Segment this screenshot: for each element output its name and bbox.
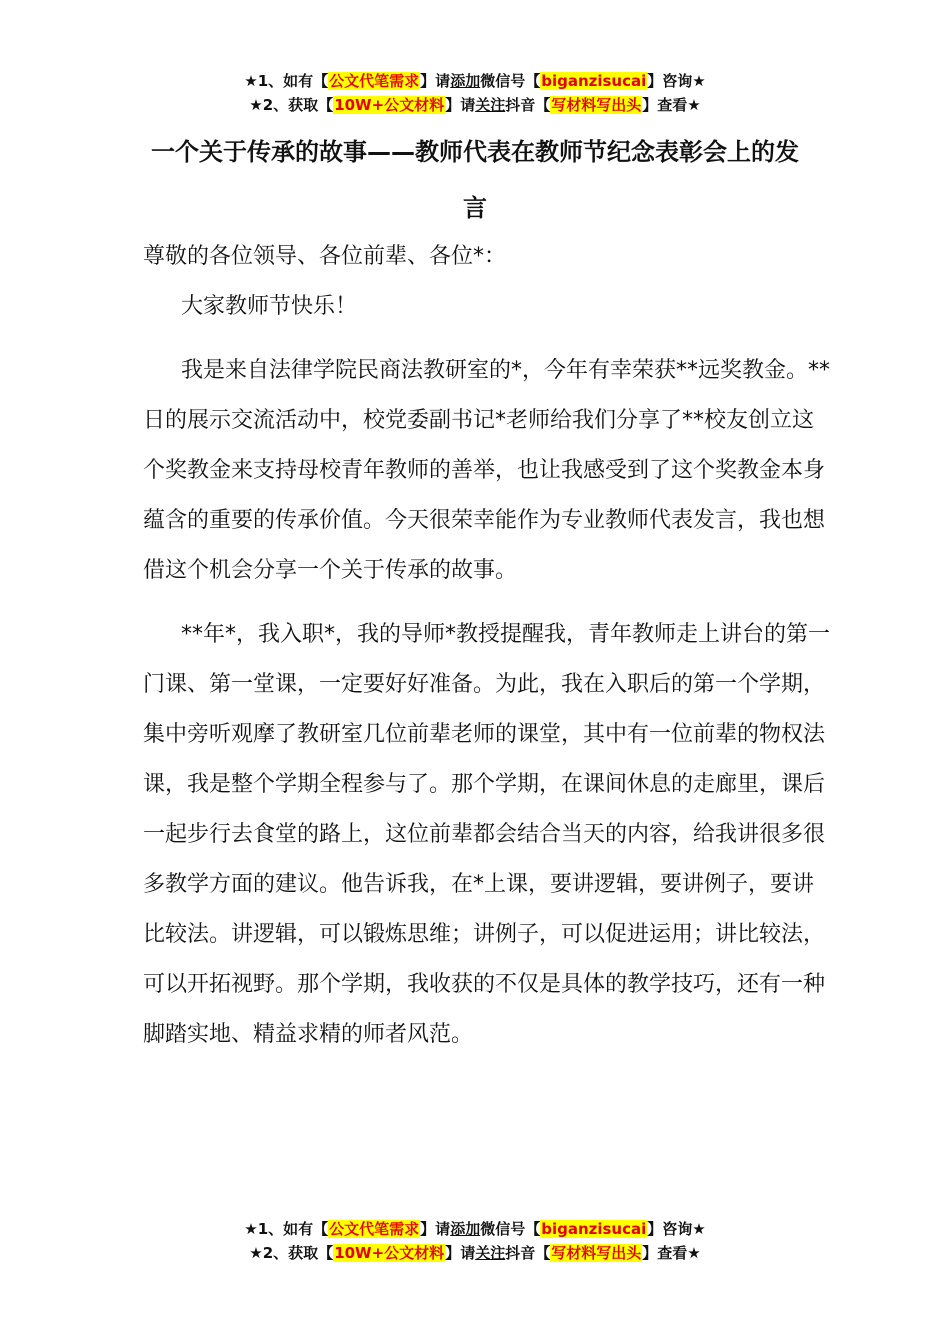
notice-text: 】查看★ xyxy=(642,1244,701,1262)
paragraph: **年*，我入职*，我的导师*教授提醒我，青年教师走上讲台的第一门课、第一堂课，一定要好好准备。为此，我在入职后的第一个学期，集中旁听观摩了教研室几位前辈老师的课堂，其中有一位前辈的物权法课，我是整个学期全程参与了。那个学期，在课间休息的走廊里，课后一起步行去食堂的路上，这位前辈都会结合当天的内容，给我讲很多很多教学方面的建议。他告诉我，在*上课，要讲逻辑，要讲例子，要讲比较法。讲逻辑，可以锻炼思维；讲例子，可以促进运用；讲比较法，可以开拓视野。那个学期，我收获的不仅是具体的教学技巧，还有一种脚踏实地、精益求精的师者风范。 xyxy=(143,622,831,1047)
notice-highlight: 写材料写出头 xyxy=(551,96,642,114)
notice-text: ★1、如有【 xyxy=(244,1220,329,1238)
notice-highlight: 10W+公文材料 xyxy=(334,1244,445,1262)
footer-notice xyxy=(0,1217,950,1265)
notice-line-1 xyxy=(0,69,950,93)
notice-underline: 关注 xyxy=(475,96,506,114)
greeting: 大家教师节快乐！ xyxy=(181,294,358,319)
salutation: 尊敬的各位领导、各位前辈、各位*： xyxy=(143,244,507,269)
document-title: 一个关于传承的故事——教师代表在教师节纪念表彰会上的发言 xyxy=(151,138,799,222)
notice-text: 微信号【 xyxy=(480,72,541,90)
notice-text: ★1、如有【 xyxy=(244,72,329,90)
notice-line-2 xyxy=(0,93,950,117)
notice-text: 】咨询★ xyxy=(647,1220,706,1238)
notice-line-1 xyxy=(0,1217,950,1241)
notice-highlight: 公文代笔需求 xyxy=(329,1220,420,1238)
notice-highlight: biganzisucai xyxy=(541,1220,647,1238)
notice-text: 微信号【 xyxy=(480,1220,541,1238)
notice-highlight: 公文代笔需求 xyxy=(329,72,420,90)
notice-highlight: 10W+公文材料 xyxy=(334,96,445,114)
paragraph: 我是来自法律学院民商法教研室的*，今年有幸荣获**远奖教金。**日的展示交流活动中，校党委副书记*老师给我们分享了**校友创立这个奖教金来支持母校青年教师的善举，也让我感受到了这个奖教金本身蕴含的重要的传承价值。今天很荣幸能作为专业教师代表发言，我也想借这个机会分享一个关于传承的故事。 xyxy=(143,358,831,583)
notice-text: 】咨询★ xyxy=(647,72,706,90)
notice-text: ★2、获取【 xyxy=(249,1244,334,1262)
notice-line-2 xyxy=(0,1241,950,1265)
notice-text: 抖音【 xyxy=(505,1244,551,1262)
notice-highlight: biganzisucai xyxy=(541,72,647,90)
notice-text: 】请 xyxy=(445,96,476,114)
notice-highlight: 写材料写出头 xyxy=(551,1244,642,1262)
notice-text: ★2、获取【 xyxy=(249,96,334,114)
notice-text: 】请 xyxy=(420,1220,451,1238)
notice-text: 】请 xyxy=(420,72,451,90)
notice-underline: 添加 xyxy=(450,1220,481,1238)
notice-underline: 添加 xyxy=(450,72,481,90)
notice-text: 】请 xyxy=(445,1244,476,1262)
header-notice xyxy=(0,69,950,117)
notice-text: 】查看★ xyxy=(642,96,701,114)
notice-text: 抖音【 xyxy=(505,96,551,114)
document-body xyxy=(143,232,833,1060)
notice-underline: 关注 xyxy=(475,1244,506,1262)
